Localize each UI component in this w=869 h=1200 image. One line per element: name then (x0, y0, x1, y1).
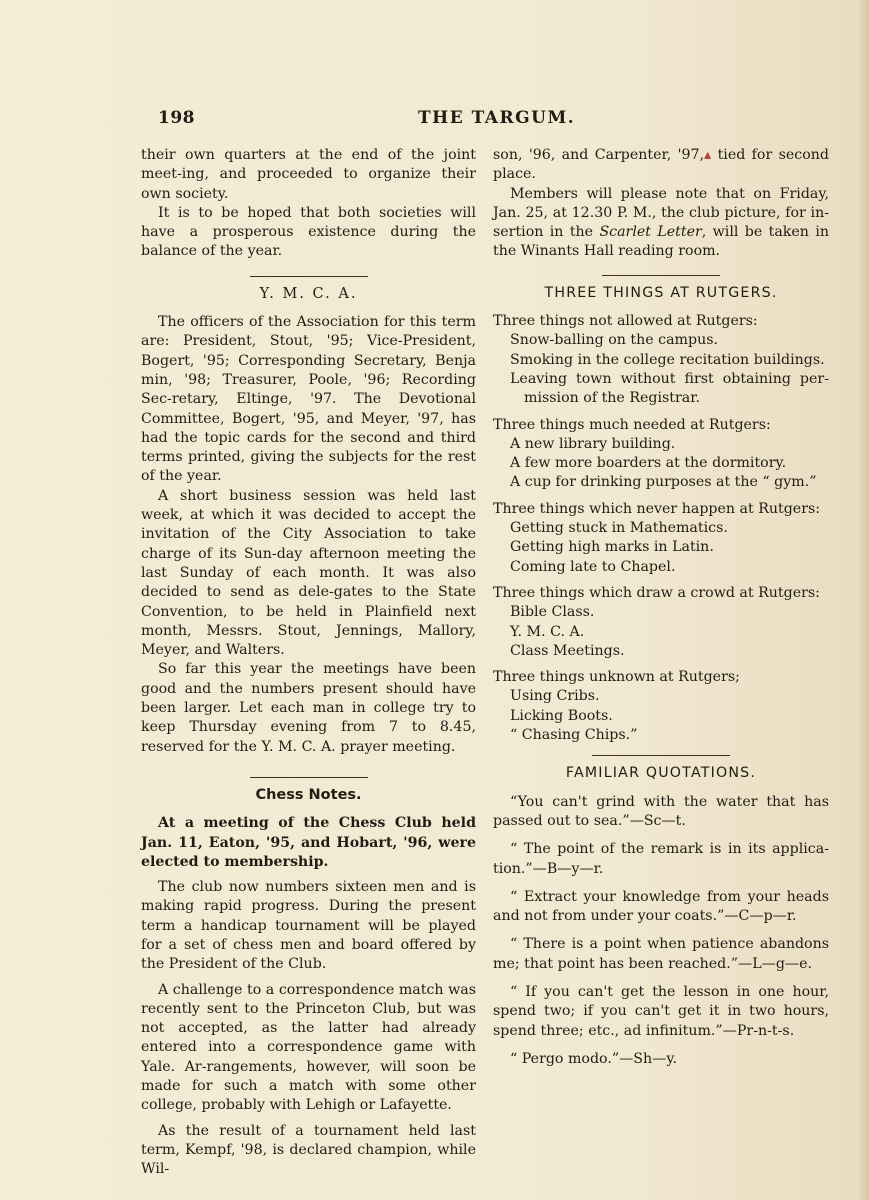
section-divider (602, 275, 720, 276)
three-things-list (493, 312, 829, 745)
list-item: Smoking in the college recitation buildings. (510, 351, 825, 368)
quotation (493, 983, 829, 1041)
three-things-heading: THREE THINGS AT RUTGERS. (544, 284, 778, 301)
group-lead: Three things unknown at Rutgers; (493, 669, 740, 686)
quotation-text: “ The point of the remark is in its applica-tion.”—B—y—r. (493, 841, 829, 877)
list-item: “ Chasing Chips.” (510, 727, 638, 744)
ymca-heading: Y. M. C. A. (259, 285, 358, 302)
list-item: Bible Class. (510, 604, 595, 621)
page-number: 198 (158, 108, 195, 128)
group-lead: Three things much needed at Rutgers: (493, 416, 771, 433)
paragraph (493, 146, 829, 185)
group-lead: Three things which draw a crowd at Rutgers: (493, 584, 820, 601)
page-header (158, 108, 828, 134)
paragraph: The club now numbers sixteen men and is making rapid progress. During the present term a handicap tournament will be played for a set of chess men and board offered by the President of the Club. (141, 879, 476, 973)
list-item: Using Cribs. (510, 688, 600, 705)
paragraph: A challenge to a correspondence match was recently sent to the Princeton Club, but was not accepted, as the latter had already entered into a correspondence game with Yale. Ar-rangements, however, will soon be made for such a match with some other college, probably with Lehigh or Lafayette. (141, 981, 476, 1114)
three-things-group (493, 668, 829, 745)
three-things-group (493, 584, 829, 661)
text-run: Members will please note that on Friday, Jan. 25, at 12.30 P. M., the club picture, for in-sertion in the (493, 185, 829, 241)
section-divider (592, 755, 730, 756)
quotation-text: “ There is a point when patience abandons me; that point has been reached.”—L—g—e. (493, 936, 829, 972)
paragraph: their own quarters at the end of the joint meet-ing, and proceeded to organize their own society. (141, 147, 476, 202)
text-run: tied for second place. (493, 147, 829, 183)
quotations-list (493, 793, 829, 1070)
three-things-group (493, 500, 829, 577)
section-divider (250, 276, 368, 277)
familiar-quotations-heading: FAMILIAR QUOTATIONS. (565, 765, 757, 782)
list-item: Snow-balling on the campus. (510, 332, 719, 349)
group-lead: Three things not allowed at Rutgers: (493, 313, 758, 330)
list-item: Y. M. C. A. (510, 623, 585, 640)
paragraph (493, 185, 829, 262)
chess-notes-heading: Chess Notes. (255, 786, 362, 803)
list-item: Licking Boots. (510, 707, 613, 724)
three-things-group (493, 312, 829, 408)
paragraph: As the result of a tournament held last term, Kempf, '98, is declared champion, while Wil- (141, 1122, 476, 1178)
quotation (493, 793, 829, 832)
paragraph: A short business session was held last week, at which it was decided to accept the invitation of the City Association to take charge of its Sun-day afternoon meeting the last Sunday of each month. It was also decided to send as dele-gates to the State Convention, to be held in Plainfield next month, Messrs. Stout, Jennings, Mallory, Meyer, and Walters. (141, 487, 476, 659)
section-divider (250, 777, 368, 778)
page-edge (859, 0, 869, 1200)
list-item: A new library building. (510, 435, 676, 452)
list-item: A cup for drinking purposes at the “ gym.” (510, 474, 817, 491)
text-run: , will be taken in the Winants Hall reading room. (493, 224, 829, 260)
paragraph: At a meeting of the Chess Club held Jan. 11, Eaton, '95, and Hobart, '96, were elected to membership. (141, 815, 476, 870)
list-item: Leaving town without first obtaining per-mission of the Registrar. (510, 370, 829, 407)
list-item: Class Meetings. (510, 642, 625, 659)
quotation (493, 888, 829, 927)
list-item: Coming late to Chapel. (510, 558, 676, 575)
quotation-text: “ If you can't get the lesson in one hour, spend two; if you can't get it in two hours, spend three; etc., ad infinitum.”—Pr-n-t-s. (493, 983, 829, 1039)
left-column (141, 146, 476, 1180)
list-item: Getting high marks in Latin. (510, 539, 714, 556)
three-things-group (493, 416, 829, 493)
group-lead: Three things which never happen at Rutgers: (493, 500, 821, 517)
quotation-text: “ Extract your knowledge from your heads and not from under your coats.”—C—p—r. (493, 888, 829, 925)
publication-title: Scarlet Letter (599, 224, 702, 241)
running-title: THE TARGUM. (418, 108, 576, 128)
quotation (493, 840, 829, 879)
paragraph: So far this year the meetings have been good and the numbers present should have been larger. Let each man in college try to keep Thursday evening from 7 to 8.45, reserved for the Y. M. C. A. prayer meeting. (141, 661, 476, 755)
quotation (493, 1050, 829, 1069)
list-item: A few more boarders at the dormitory. (510, 455, 787, 472)
quotation-text: “You can't grind with the water that has passed out to sea.”—Sc—t. (493, 793, 829, 829)
text-run: son, '96, and Carpenter, '97, (493, 147, 705, 163)
list-item: Getting stuck in Mathematics. (510, 520, 728, 537)
quotation-text: “ Pergo modo.”—Sh—y. (510, 1050, 677, 1067)
quotation (493, 935, 829, 974)
ink-mark: ▴ (704, 147, 712, 163)
right-column (493, 146, 829, 1069)
paragraph: The officers of the Association for this term are: President, Stout, '95; Vice-President, Bogert, '95; Corresponding Secretary, Benja min, '98; Treasurer, Poole, '96; Recording Sec-retary, Eltinge, '97. The Devotional Committee, Bogert, '95, and Meyer, '97, has had the topic cards for the second and third terms printed, giving the subjects for the rest of the year. (141, 314, 476, 485)
paragraph: It is to be hoped that both societies will have a prosperous existence during the balance of the year. (141, 204, 476, 260)
